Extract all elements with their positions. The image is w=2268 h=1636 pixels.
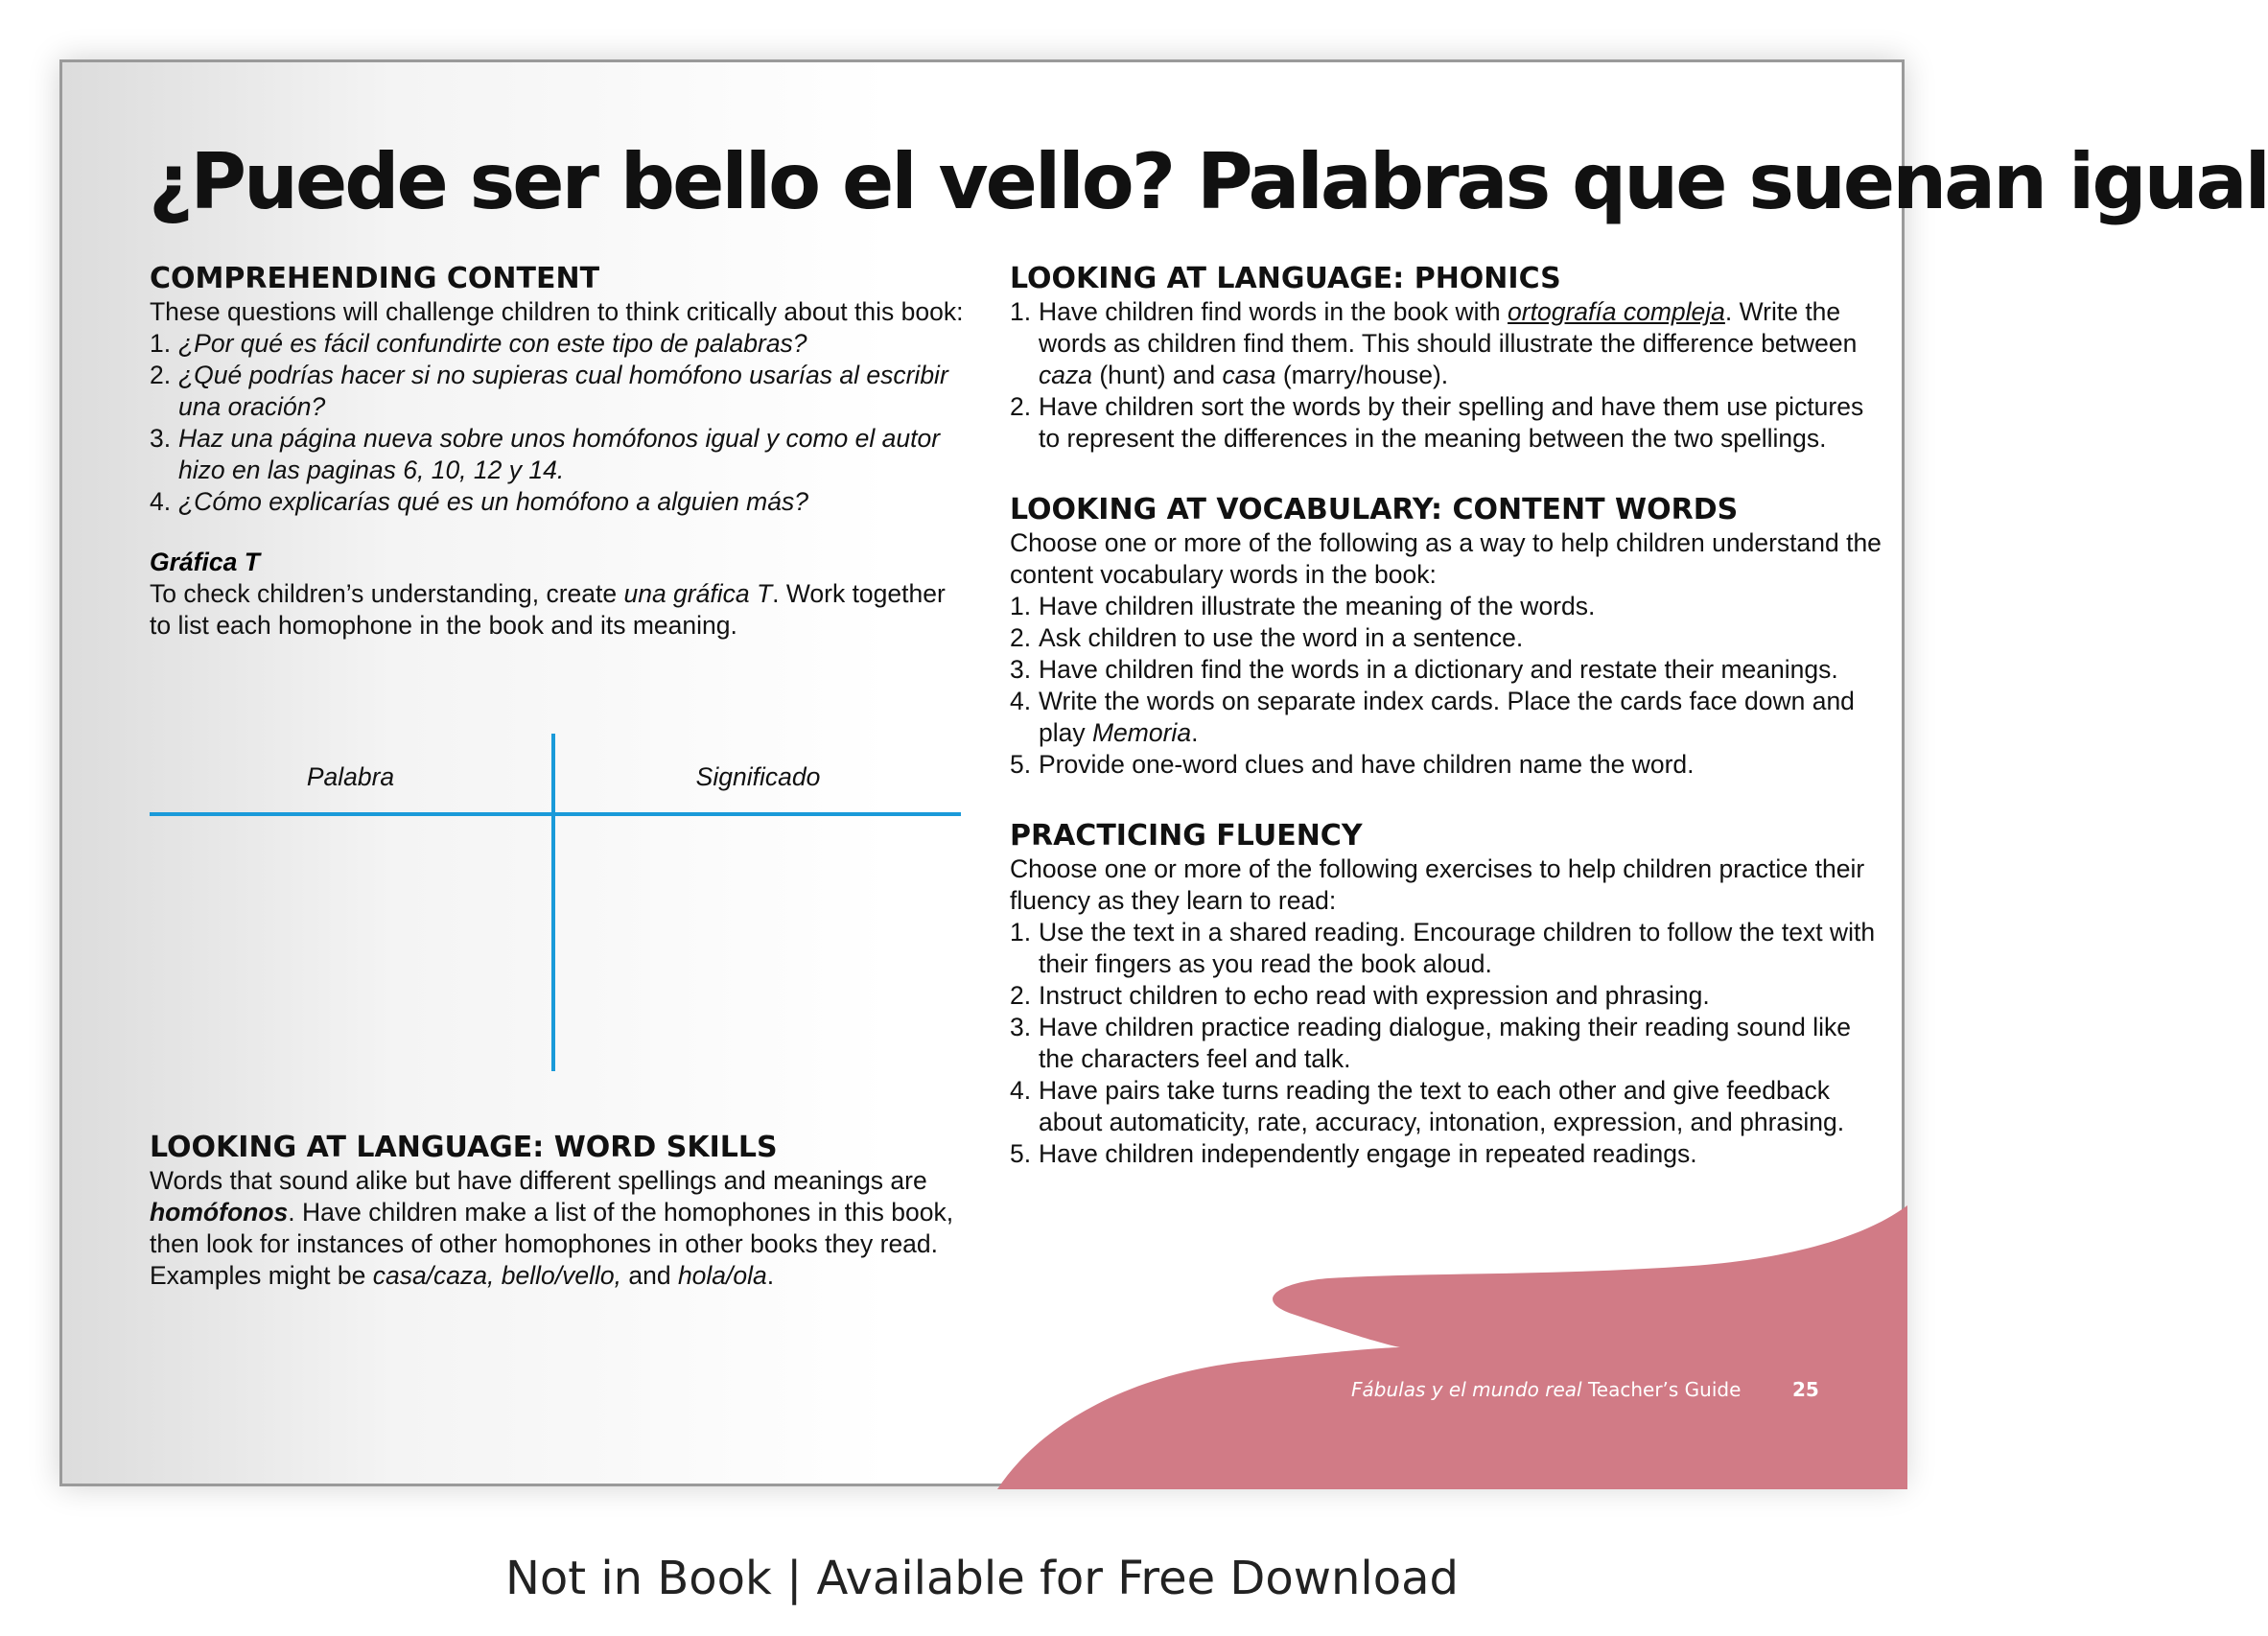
list-item: 2. Have children sort the words by their spelling and have them use pictures to represent the differences in the meaning between the two spellings. [1010,392,1864,453]
phonics-heading: LOOKING AT LANGUAGE: PHONICS [1010,262,1561,295]
download-caption: Not in Book | Available for Free Download [504,1552,1459,1605]
phonics-list [1010,296,1882,455]
t-chart-left-label: Palabra [306,762,395,791]
list-item: 3. Have children find the words in a dictionary and restate their meanings. [1010,655,1838,684]
t-chart [150,734,961,1079]
t-chart-right-label: Significado [695,762,821,791]
list-item: 4. Have pairs take turns reading the text to each other and give feedback about automaticity, rate, accuracy, intonation, expression, and phrasing. [1010,1076,1845,1136]
vocabulary-heading: LOOKING AT VOCABULARY: CONTENT WORDS [1010,493,1739,526]
comprehending-intro: These questions will challenge children to think critically about this book: [150,297,964,326]
page-number: 25 [1792,1378,1819,1401]
grafica-heading: Gráfica T [150,548,260,576]
fluency-intro: Choose one or more of the following exercises to help children practice their fluency as they learn to read: [1010,854,1865,915]
list-item: 4. Write the words on separate index cards. Place the cards face down and play Memoria. [1010,687,1855,747]
list-item: 1. ¿Por qué es fácil confundirte con este tipo de palabras? [150,329,807,358]
list-item: 2. ¿Qué podrías hacer si no supieras cual homófono usarías al escribir una oración? [150,361,948,421]
fluency-heading: PRACTICING FLUENCY [1010,819,1363,853]
vocabulary-intro: Choose one or more of the following as a way to help children understand the content vocabulary words in the book: [1010,528,1882,589]
list-item: 1. Use the text in a shared reading. Encourage children to follow the text with their fingers as you read the book aloud. [1010,918,1876,978]
list-item: 5. Have children independently engage in repeated readings. [1010,1139,1697,1168]
word-skills-text: Words that sound alike but have different spellings and meanings are homófonos. Have children make a list of the homophones in this book, then look for instances of other homophones in other books they read. Examples might be casa/caza, bello/vello, and hola/ola. [150,1166,954,1290]
list-item: 4. ¿Cómo explicarías qué es un homófono a alguien más? [150,487,808,516]
word-skills-heading: LOOKING AT LANGUAGE: WORD SKILLS [150,1131,778,1164]
guide-page [59,59,2268,1486]
word-skills-section [150,1131,965,1292]
left-column [150,262,965,642]
list-item: 3. Have children practice reading dialogue, making their reading sound like the characters feel and talk. [1010,1013,1852,1073]
comprehending-heading: COMPREHENDING CONTENT [150,262,600,295]
list-item: 2. Instruct children to echo read with expression and phrasing. [1010,981,1710,1010]
footer-book-title: Fábulas y el mundo real Teacher’s Guide [1351,1378,1742,1401]
comprehending-list [150,328,965,518]
fluency-list [1010,917,1882,1170]
t-chart-vertical-line [551,734,555,1071]
t-chart-horizontal-line [150,812,961,816]
list-item: 3. Haz una página nueva sobre unos homófonos igual y como el autor hizo en las paginas 6, 10, 12 y 14. [150,424,941,484]
vocabulary-list [1010,591,1882,781]
page-title: ¿Puede ser bello el vello? Palabras que suenan igual [149,137,2268,226]
list-item: 5. Provide one-word clues and have children name the word. [1010,750,1695,779]
grafica-text: To check children’s understanding, create una gráfica T. Work together to list each homophone in the book and its meaning. [150,579,946,640]
list-item: 1. Have children illustrate the meaning of the words. [1010,592,1596,620]
list-item: 2. Ask children to use the word in a sentence. [1010,623,1524,652]
list-item: 1. Have children find words in the book with ortografía compleja. Write the words as children find them. This should illustrate the difference between caza (hunt) and casa (marry/house). [1010,297,1858,389]
right-column [1010,262,1882,1170]
